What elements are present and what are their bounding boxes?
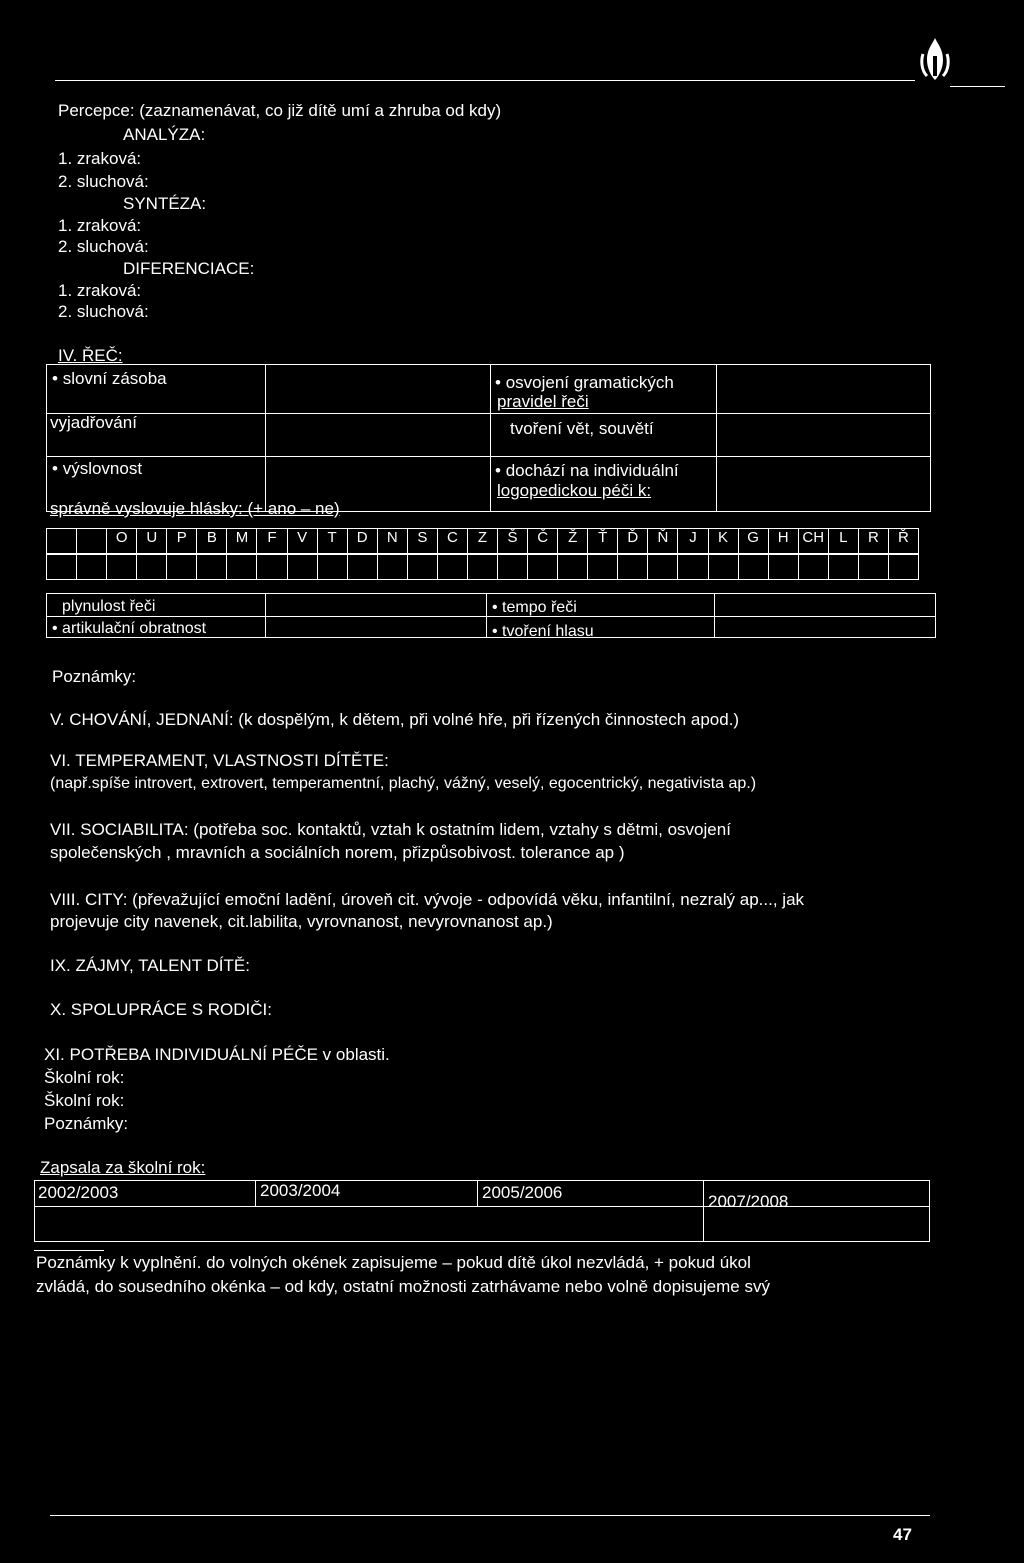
bottom-rule bbox=[50, 1515, 930, 1516]
letter-answer-cell[interactable] bbox=[587, 554, 618, 580]
section-vi-text: (např.spíše introvert, extrovert, temperamentní, plachý, vážný, veselý, egocentrický, negativista ap.) bbox=[50, 775, 757, 792]
analysis-item-2: 2. sluchová: bbox=[58, 172, 149, 191]
letter-cell: Ž bbox=[557, 528, 588, 554]
footer-rule-short bbox=[34, 1250, 104, 1251]
differentiation-heading: DIFERENCIACE: bbox=[123, 259, 255, 278]
letter-answer-cell[interactable] bbox=[828, 554, 859, 580]
section-ix: IX. ZÁJMY, TALENT DÍTĚ: bbox=[50, 956, 250, 975]
vyjadrovani-label: vyjadřování bbox=[50, 413, 137, 432]
letter-answer-cell[interactable] bbox=[708, 554, 739, 580]
letter-cell: CH bbox=[798, 528, 829, 554]
differentiation-item-1: 1. zraková: bbox=[58, 281, 142, 300]
section-xi: XI. POTŘEBA INDIVIDUÁLNÍ PÉČE v oblasti. bbox=[44, 1045, 390, 1064]
synthesis-item-2: 2. sluchová: bbox=[58, 237, 149, 256]
letter-answer-cell[interactable] bbox=[437, 554, 468, 580]
synthesis-heading: SYNTÉZA: bbox=[123, 194, 207, 213]
osvojeni-label: • osvojení gramatických bbox=[495, 373, 674, 392]
vyslovnost-label: • výslovnost bbox=[52, 459, 143, 478]
speech-title: IV. ŘEČ: bbox=[58, 346, 123, 365]
letter-answer-cell[interactable] bbox=[317, 554, 348, 580]
letter-cell: M bbox=[226, 528, 257, 554]
spravne-label: správně vyslovuje hlásky: (+ ano – ne) bbox=[50, 499, 340, 518]
synthesis-item-1: 1. zraková: bbox=[58, 216, 142, 235]
letter-answer-cell[interactable] bbox=[196, 554, 227, 580]
letter-cell: C bbox=[437, 528, 468, 554]
footer-line-2: zvládá, do sousedního okénka – od kdy, ostatní možnosti zatrhávame nebo volně dopisujeme svý bbox=[36, 1277, 770, 1296]
page-number: 47 bbox=[893, 1525, 912, 1544]
letter-grid bbox=[46, 528, 918, 580]
flame-logo-icon bbox=[917, 36, 953, 82]
letter-answer-cell[interactable] bbox=[106, 554, 137, 580]
section-viii-line1: VIII. CITY: (převažující emoční ladění, úroveň cit. vývoje - odpovídá věku, infantilní, nezralý ap..., jak bbox=[50, 890, 805, 909]
record-label: Zapsala za školní rok: bbox=[40, 1158, 206, 1177]
letter-cell: O bbox=[106, 528, 137, 554]
letter-answer-cell[interactable] bbox=[647, 554, 678, 580]
letter-answer-cell[interactable] bbox=[407, 554, 438, 580]
letter-cell: Č bbox=[527, 528, 558, 554]
analysis-heading: ANALÝZA: bbox=[123, 125, 206, 144]
letter-cell: J bbox=[677, 528, 708, 554]
letter-answer-cell[interactable] bbox=[527, 554, 558, 580]
letter-cell: Ň bbox=[647, 528, 678, 554]
letter-cell: Ť bbox=[587, 528, 618, 554]
letter-cell: H bbox=[768, 528, 799, 554]
letter-cell: B bbox=[196, 528, 227, 554]
section-viii-line2: projevuje city navenek, cit.labilita, vyrovnanost, nevyrovnanost ap.) bbox=[50, 912, 553, 931]
letter-answer-cell[interactable] bbox=[768, 554, 799, 580]
letter-answer-cell[interactable] bbox=[256, 554, 287, 580]
school-year-1: Školní rok: bbox=[44, 1068, 125, 1087]
letter-cell: Z bbox=[467, 528, 498, 554]
top-rule bbox=[55, 80, 915, 81]
year-2: 2003/2004 bbox=[260, 1181, 341, 1200]
letter-answer-cell[interactable] bbox=[557, 554, 588, 580]
letter-answer-cell[interactable] bbox=[617, 554, 648, 580]
section-vii-line2: společenských , mravních a sociálních norem, přizpůsobivost. tolerance ap ) bbox=[50, 843, 625, 862]
section-vi-title: VI. TEMPERAMENT, VLASTNOSTI DÍTĚTE: bbox=[50, 751, 389, 770]
letter-cell: N bbox=[377, 528, 408, 554]
letter-answer-cell[interactable] bbox=[497, 554, 528, 580]
letter-cell: P bbox=[166, 528, 197, 554]
letter-cell: R bbox=[858, 528, 889, 554]
letter-answer-cell[interactable] bbox=[738, 554, 769, 580]
letter-cell: G bbox=[738, 528, 769, 554]
letter-answer-cell[interactable] bbox=[888, 554, 919, 580]
section-v: V. CHOVÁNÍ, JEDNANÍ: (k dospělým, k dětem, při volné hře, při řízených činnostech apod.) bbox=[50, 710, 740, 729]
tempo-label: • tempo řeči bbox=[492, 599, 577, 616]
letter-cell: L bbox=[828, 528, 859, 554]
top-rule-right bbox=[950, 86, 1005, 87]
letter-answer-cell[interactable] bbox=[226, 554, 257, 580]
letter-answer-cell[interactable] bbox=[347, 554, 378, 580]
letter-answer-cell[interactable] bbox=[677, 554, 708, 580]
letter-answer-cell[interactable] bbox=[76, 554, 107, 580]
letter-answer-cell[interactable] bbox=[136, 554, 167, 580]
letter-cell: S bbox=[407, 528, 438, 554]
tvoreni-hlasu-label: • tvoření hlasu bbox=[492, 623, 594, 640]
letter-answer-cell[interactable] bbox=[377, 554, 408, 580]
section-vii-line1: VII. SOCIABILITA: (potřeba soc. kontaktů, vztah k ostatním lidem, vztahy s dětmi, osvojení bbox=[50, 820, 731, 839]
notes-label: Poznámky: bbox=[52, 667, 137, 686]
dochazi-label: • dochází na individuální bbox=[495, 461, 679, 480]
year-4: 2007/2008 bbox=[708, 1192, 789, 1211]
slovni-zasoba-label: • slovní zásoba bbox=[52, 369, 167, 388]
letter-answer-cell[interactable] bbox=[166, 554, 197, 580]
letter-answer-cell[interactable] bbox=[287, 554, 318, 580]
section-x: X. SPOLUPRÁCE S RODIČI: bbox=[50, 1000, 272, 1019]
letter-cell: F bbox=[256, 528, 287, 554]
letter-cell: Ď bbox=[617, 528, 648, 554]
letter-answer-cell[interactable] bbox=[858, 554, 889, 580]
school-year-2: Školní rok: bbox=[44, 1091, 125, 1110]
letter-answer-cell[interactable] bbox=[798, 554, 829, 580]
letter-answer-cell[interactable] bbox=[467, 554, 498, 580]
letter-cell: Ř bbox=[888, 528, 919, 554]
year-3: 2005/2006 bbox=[482, 1183, 563, 1202]
letter-cell-blank bbox=[46, 528, 77, 554]
letter-cell-blank bbox=[76, 528, 107, 554]
pravidel-label: pravidel řeči bbox=[497, 392, 589, 411]
year-1: 2002/2003 bbox=[38, 1183, 119, 1202]
perception-title: Percepce: (zaznamenávat, co již dítě umí a zhruba od kdy) bbox=[58, 101, 502, 120]
letter-cell: Š bbox=[497, 528, 528, 554]
letter-cell: U bbox=[136, 528, 167, 554]
notes-2: Poznámky: bbox=[44, 1114, 129, 1133]
analysis-item-1: 1. zraková: bbox=[58, 149, 142, 168]
plynulost-label: plynulost řeči bbox=[62, 598, 156, 615]
logopedickou-label: logopedickou péči k: bbox=[497, 481, 652, 500]
differentiation-item-2: 2. sluchová: bbox=[58, 302, 149, 321]
letter-cell: V bbox=[287, 528, 318, 554]
letter-answer-cell[interactable] bbox=[46, 554, 77, 580]
artikulacni-label: • artikulační obratnost bbox=[52, 620, 207, 637]
letter-cell: D bbox=[347, 528, 378, 554]
tvoreni-vet-label: tvoření vět, souvětí bbox=[510, 419, 654, 438]
letter-cell: T bbox=[317, 528, 348, 554]
letter-cell: K bbox=[708, 528, 739, 554]
footer-line-1: Poznámky k vyplnění. do volných okének zapisujeme – pokud dítě úkol nezvládá, + pokud úkol bbox=[36, 1253, 751, 1272]
